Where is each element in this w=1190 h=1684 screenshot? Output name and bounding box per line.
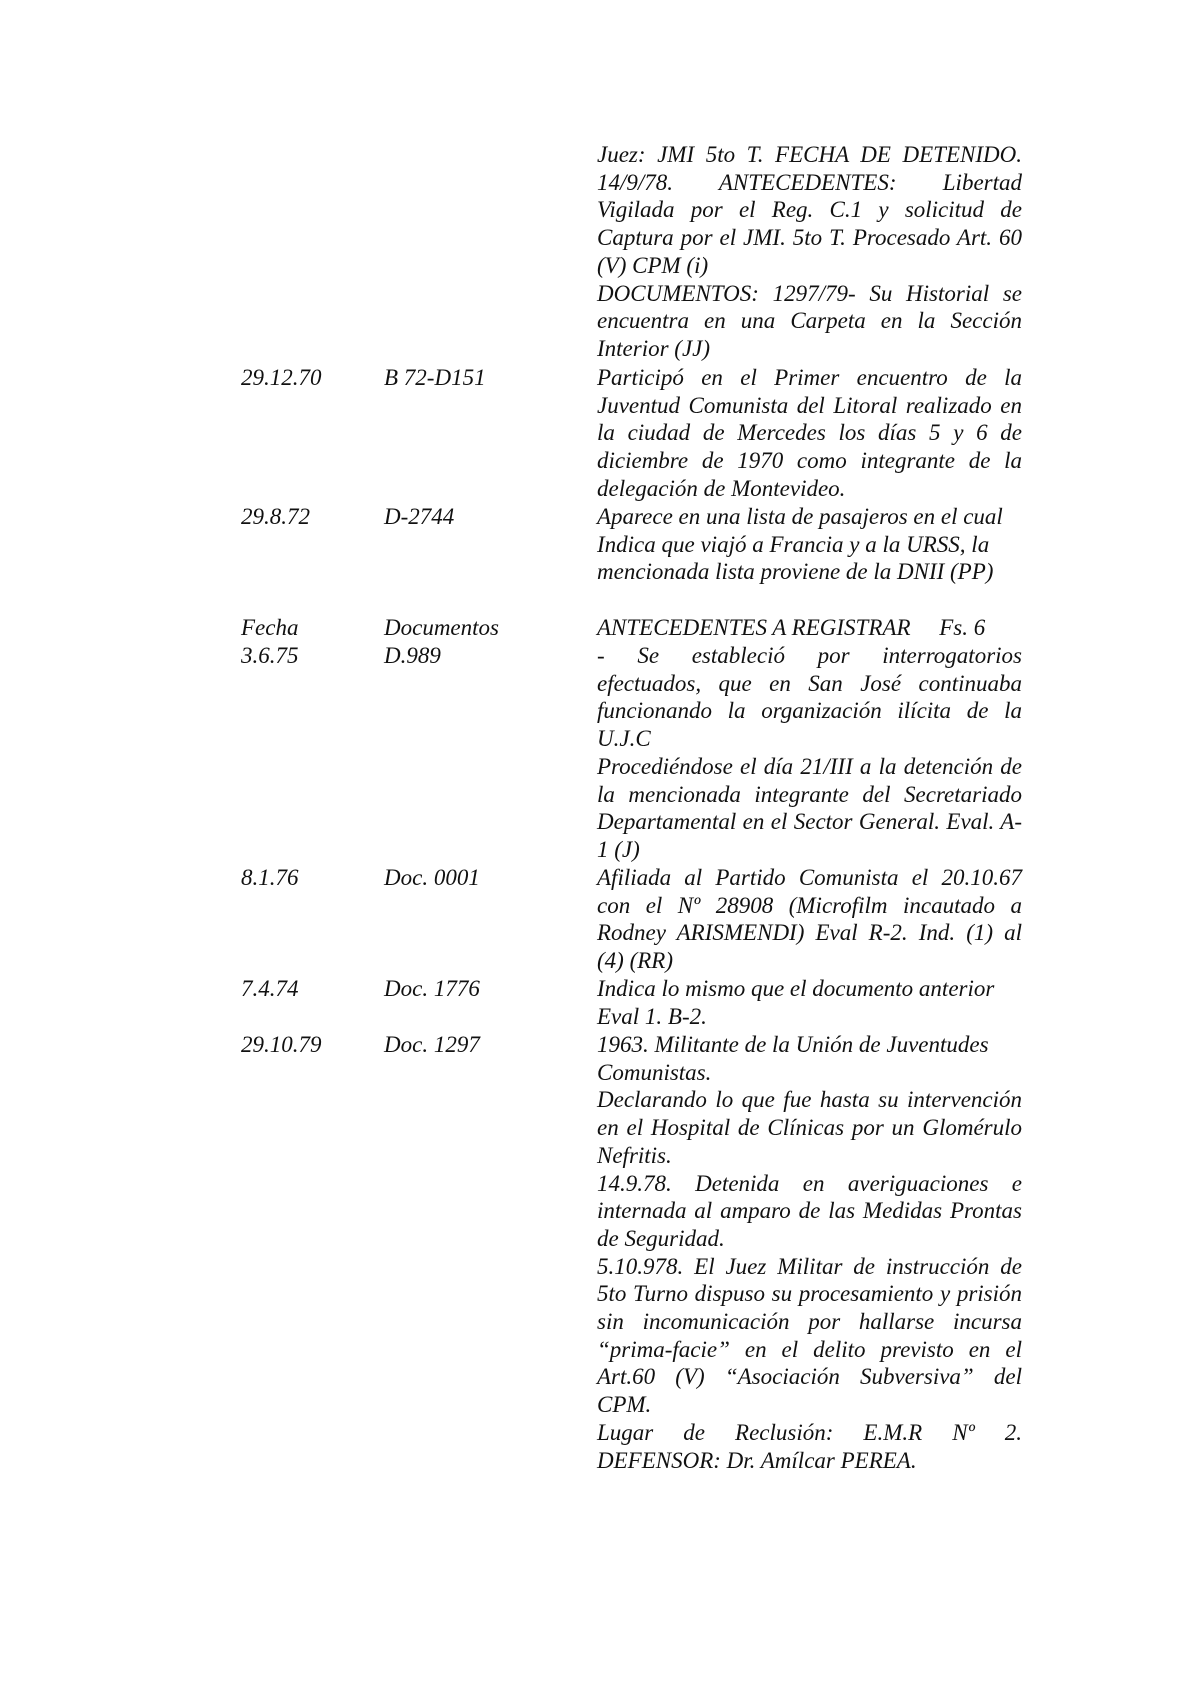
record-date: 3.6.75 [241, 643, 299, 668]
record-description [597, 503, 1022, 586]
record-description [597, 364, 1022, 503]
record-document: B 72-D151 [384, 365, 486, 390]
description-paragraph: 5.10.978. El Juez Militar de instrucción de 5to Turno dispuso su procesamiento y prisión sin incomunicación por hallarse incursa “prima-facie” en el delito previsto en el Art.60 (V) “Asociación Subversiva” del CPM. [597, 1253, 1022, 1418]
section-heading [597, 614, 1022, 642]
record-document: D-2744 [384, 504, 455, 529]
description-paragraph: 14.9.78. Detenida en averiguaciones e internada al amparo de las Medidas Prontas de Seguridad. [597, 1170, 1022, 1251]
record-description [597, 975, 1022, 1030]
description-paragraph: Indica lo mismo que el documento anterior Eval 1. B-2. [597, 976, 995, 1029]
record-date: 29.8.72 [241, 504, 310, 529]
record-description [597, 141, 1022, 363]
record-date: 8.1.76 [241, 865, 299, 890]
description-paragraph: Declarando lo que fue hasta su intervención en el Hospital de Clínicas por un Glomérulo Nefritis. [597, 1087, 1022, 1168]
description-paragraph: - Se estableció por interrogatorios efectuados, que en San José continuaba funcionando la organización ilícita de la U.J.C [597, 643, 1022, 752]
record-description [597, 1031, 1022, 1474]
description-paragraph: DOCUMENTOS: 1297/79- Su Historial se encuentra en una Carpeta en la Sección Interior (JJ) [597, 280, 1022, 361]
record-description [597, 642, 1022, 864]
column-header-documents: Documentos [384, 615, 499, 640]
description-paragraph: Procediéndose el día 21/III a la detención de la mencionada integrante del Secretariado Departamental en el Sector General. Eval. A-1 (J) [597, 753, 1022, 862]
record-date: 29.10.79 [241, 1032, 322, 1057]
description-paragraph: 1963. Militante de la Unión de Juventudes Comunistas. [597, 1032, 989, 1085]
description-paragraph: Afiliada al Partido Comunista el 20.10.67 con el Nº 28908 (Microfilm incautado a Rodney ARISMENDI) Eval R-2. Ind. (1) al (4) (RR) [597, 865, 1022, 974]
record-description [597, 864, 1022, 975]
record-date: 29.12.70 [241, 365, 322, 390]
description-paragraph: Juez: JMI 5to T. FECHA DE DETENIDO. 14/9/78. ANTECEDENTES: Libertad Vigilada por el Reg. C.1 y solicitud de Captura por el JMI. 5to T. Procesado Art. 60 (V) CPM (i) [597, 142, 1022, 278]
record-document: Doc. 1297 [384, 1032, 480, 1057]
column-header-date: Fecha [241, 615, 299, 640]
antecedentes-heading: ANTECEDENTES A REGISTRAR Fs. 6 [597, 615, 986, 640]
description-paragraph: Aparece en una lista de pasajeros en el cual Indica que viajó a Francia y a la URSS, la mencionada lista proviene de la DNII (PP) [597, 504, 1003, 585]
record-document: Doc. 1776 [384, 976, 480, 1001]
description-paragraph: Participó en el Primer encuentro de la Juventud Comunista del Litoral realizado en la ciudad de Mercedes los días 5 y 6 de diciembre de 1970 como integrante de la delegación de Montevideo. [597, 365, 1022, 501]
description-paragraph: Lugar de Reclusión: E.M.R Nº 2. DEFENSOR: Dr. Amílcar PEREA. [597, 1419, 1022, 1473]
record-document: Doc. 0001 [384, 865, 480, 890]
record-document: D.989 [384, 643, 441, 668]
record-date: 7.4.74 [241, 976, 299, 1001]
